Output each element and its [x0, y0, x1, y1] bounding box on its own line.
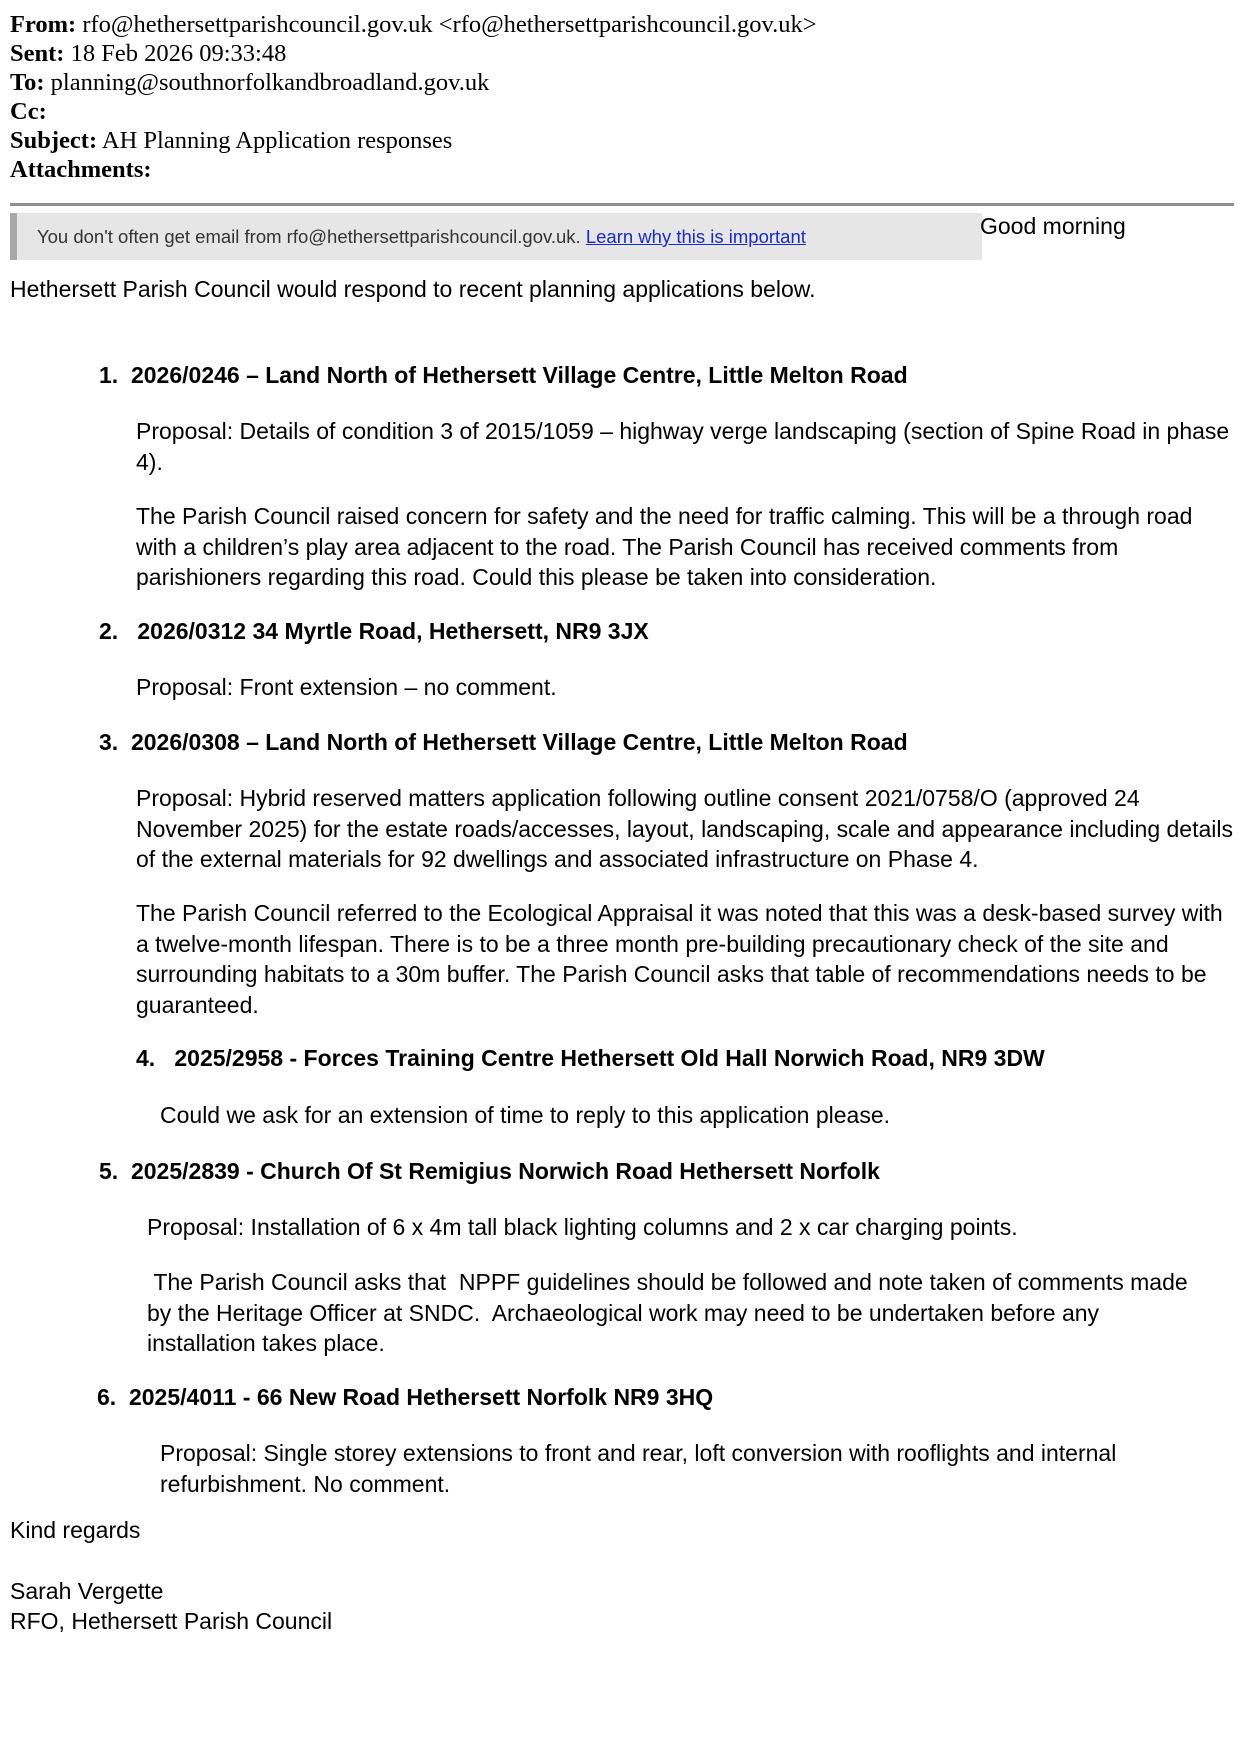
- learn-why-link[interactable]: Learn why this is important: [585, 226, 806, 247]
- from-row: [10, 10, 817, 39]
- list-item-title-3: [99, 727, 908, 757]
- signature-role: RFO, Hethersett Parish Council: [10, 1608, 333, 1634]
- from-value: rfo@hethersettparishcouncil.gov.uk <rfo@hethersettparishcouncil.gov.uk>: [82, 11, 817, 38]
- signature-name: Sarah Vergette: [10, 1578, 164, 1604]
- external-sender-banner: [10, 213, 982, 260]
- subject-value: AH Planning Application responses: [101, 127, 453, 154]
- greeting: Good morning: [980, 213, 1126, 239]
- header-divider: [10, 203, 1234, 206]
- from-label: From:: [10, 11, 77, 38]
- sent-value: 18 Feb 2026 09:33:48: [70, 40, 287, 67]
- to-label: To:: [10, 69, 45, 96]
- item-title-text-5: 2025/2839 - Church Of St Remigius Norwich Road Hethersett Norfolk: [130, 1158, 880, 1184]
- item-title-text-1: 2026/0246 – Land North of Hethersett Village Centre, Little Melton Road: [130, 362, 908, 388]
- item-number-4: 4.: [136, 1045, 156, 1071]
- item-2-paragraph-1: Proposal: Front extension – no comment.: [136, 674, 557, 700]
- sent-row: [10, 39, 817, 68]
- attachments-label: Attachments:: [10, 156, 152, 183]
- list-item-title-4: [136, 1043, 1045, 1073]
- item-3-paragraph-2: The Parish Council referred to the Ecological Appraisal it was noted that this was a desk-based survey with a twelve-month lifespan. There is to be a three month pre-building precautionary check of the site and surrounding habitats to a 30m buffer. The Parish Council asks that table of recommendations needs to be guaranteed.: [136, 900, 1223, 1018]
- sent-label: Sent:: [10, 40, 65, 67]
- subject-label: Subject:: [10, 127, 98, 154]
- attachments-row: [10, 155, 817, 184]
- item-1-paragraph-2: The Parish Council raised concern for safety and the need for traffic calming. This will be a through road with a children’s play area adjacent to the road. The Parish Council has received comments from parishioners regarding this road. Could this please be taken into consideration.: [136, 503, 1193, 590]
- item-1-paragraph-1: Proposal: Details of condition 3 of 2015/1059 – highway verge landscaping (section of Spine Road in phase 4).: [136, 418, 1230, 475]
- to-value: planning@southnorfolkandbroadland.gov.uk: [50, 69, 490, 96]
- item-number-1: 1.: [99, 362, 119, 388]
- email-header: [10, 10, 817, 184]
- item-5-paragraph-1: Proposal: Installation of 6 x 4m tall black lighting columns and 2 x car charging points.: [147, 1214, 1018, 1240]
- item-6-paragraph-1: Proposal: Single storey extensions to front and rear, loft conversion with rooflights and internal refurbishment. No comment.: [160, 1440, 1117, 1497]
- list-item-title-5: [99, 1156, 880, 1186]
- item-title-text-2: 2026/0312 34 Myrtle Road, Hethersett, NR9 3JX: [137, 618, 649, 644]
- item-4-paragraph-1: Could we ask for an extension of time to reply to this application please.: [160, 1102, 891, 1128]
- intro-text: Hethersett Parish Council would respond to recent planning applications below.: [10, 276, 816, 302]
- to-row: [10, 68, 817, 97]
- cc-row: [10, 97, 817, 126]
- closing-text: Kind regards: [10, 1517, 141, 1543]
- cc-label: Cc:: [10, 98, 47, 125]
- banner-text: You don't often get email from rfo@hethersettparishcouncil.gov.uk.: [37, 226, 581, 247]
- item-title-text-4: 2025/2958 - Forces Training Centre Hethersett Old Hall Norwich Road, NR9 3DW: [174, 1045, 1045, 1071]
- item-number-6: 6.: [97, 1384, 117, 1410]
- item-number-5: 5.: [99, 1158, 119, 1184]
- list-item-title-1: [99, 360, 908, 390]
- item-number-2: 2.: [99, 618, 119, 644]
- item-number-3: 3.: [99, 729, 119, 755]
- list-item-title-6: [97, 1382, 713, 1412]
- item-3-paragraph-1: Proposal: Hybrid reserved matters application following outline consent 2021/0758/O (approved 24 November 2025) for the estate roads/accesses, layout, landscaping, scale and appearance including details of the external materials for 92 dwellings and associated infrastructure on Phase 4.: [136, 785, 1234, 872]
- subject-row: [10, 126, 817, 155]
- item-5-paragraph-2: The Parish Council asks that NPPF guidelines should be followed and note taken of comments made by the Heritage Officer at SNDC. Archaeological work may need to be undertaken before any installation takes place.: [147, 1269, 1195, 1356]
- item-title-text-3: 2026/0308 – Land North of Hethersett Village Centre, Little Melton Road: [130, 729, 908, 755]
- item-title-text-6: 2025/4011 - 66 New Road Hethersett Norfolk NR9 3HQ: [128, 1384, 714, 1410]
- list-item-title-2: [99, 616, 649, 646]
